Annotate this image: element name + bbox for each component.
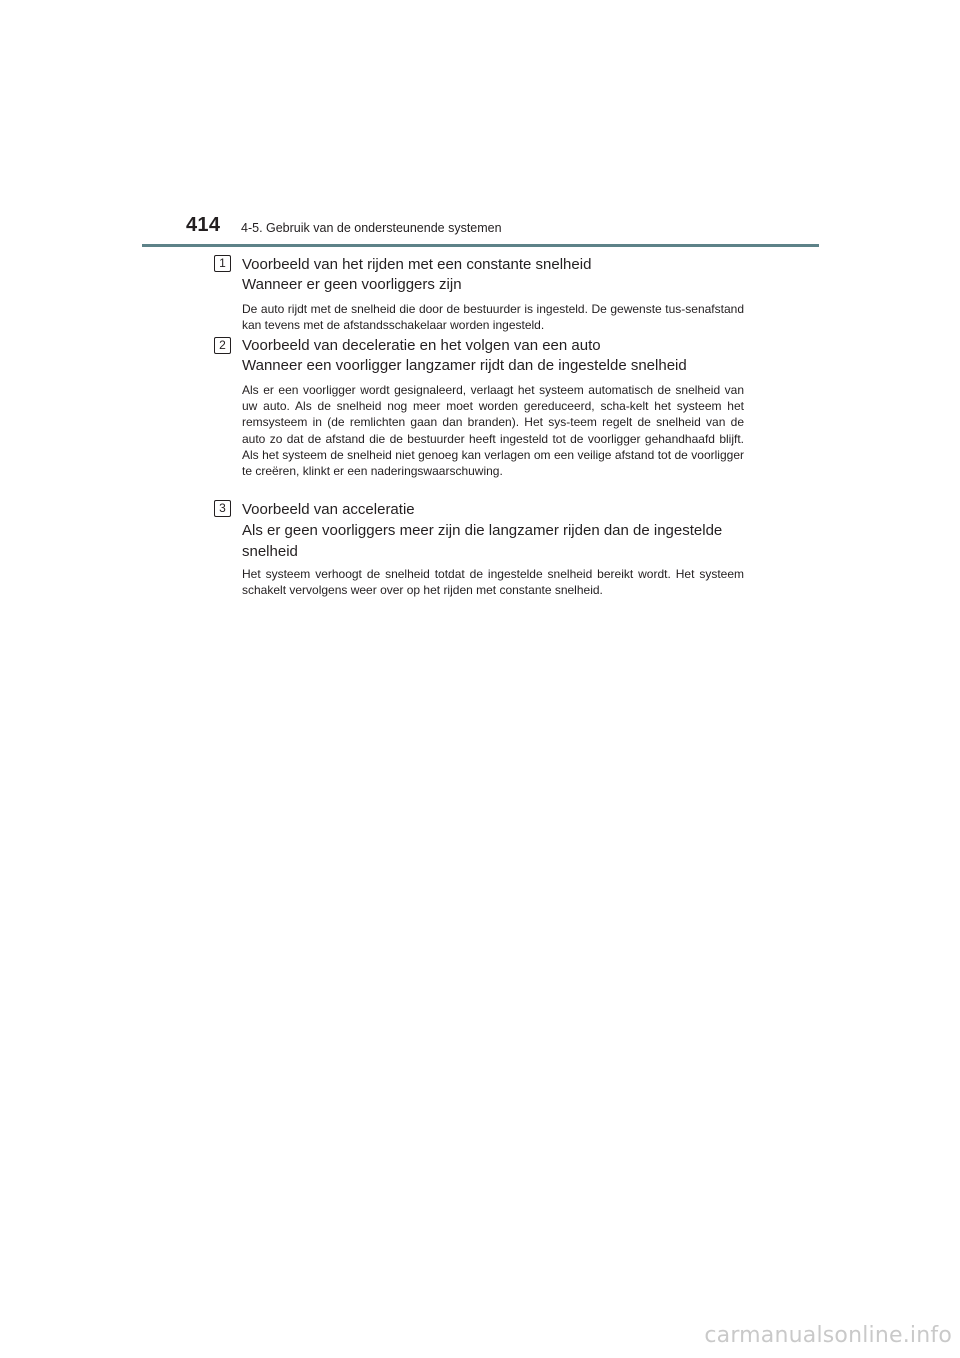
item-heading <box>242 255 746 295</box>
item-title: Voorbeeld van acceleratie <box>242 501 415 518</box>
item-subtitle: Wanneer er geen voorliggers zijn <box>242 276 462 293</box>
item-body: Als er een voorligger wordt gesignaleerd, verlaagt het systeem automatisch de snelheid van uw auto. Als de snelheid nog meer moet worden gereduceerd, scha-kelt het systeem het remsysteem in (de remlichten gaan dan branden). Het sys-teem regelt de snelheid van de auto zo dat de afstand die de bestuurder heeft ingesteld tot de voorligger gehandhaafd blijft. Als het systeem de snelheid niet genoeg kan verlagen om een veilige afstand tot de voorligger te creëren, klinkt er een naderingswaarschuwing. <box>242 383 744 479</box>
item-number-badge: 1 <box>214 255 231 272</box>
item-body: De auto rijdt met de snelheid die door de bestuurder is ingesteld. De gewenste tus-senafstand kan tevens met de afstandsschakelaar worden ingesteld. <box>242 302 744 333</box>
item-heading <box>242 499 746 562</box>
item-subtitle: Wanneer een voorligger langzamer rijdt dan de ingestelde snelheid <box>242 357 687 374</box>
section-title: 4-5. Gebruik van de ondersteunende systemen <box>241 221 502 235</box>
item-title: Voorbeeld van deceleratie en het volgen van een auto <box>242 337 601 354</box>
item-title: Voorbeeld van het rijden met een constante snelheid <box>242 256 592 273</box>
item-subtitle: Als er geen voorliggers meer zijn die langzamer rijden dan de ingestelde snelheid <box>242 522 723 560</box>
item-heading <box>242 336 746 376</box>
page-number: 414 <box>186 214 221 236</box>
item-body: Het systeem verhoogt de snelheid totdat de ingestelde snelheid bereikt wordt. Het systeem schakelt vervolgens weer over op het rijden met constante snelheid. <box>242 567 744 598</box>
item-number-badge: 2 <box>214 337 231 354</box>
header-divider <box>142 244 819 247</box>
watermark: carmanualsonline.info <box>704 1323 952 1348</box>
item-number-badge: 3 <box>214 500 231 517</box>
